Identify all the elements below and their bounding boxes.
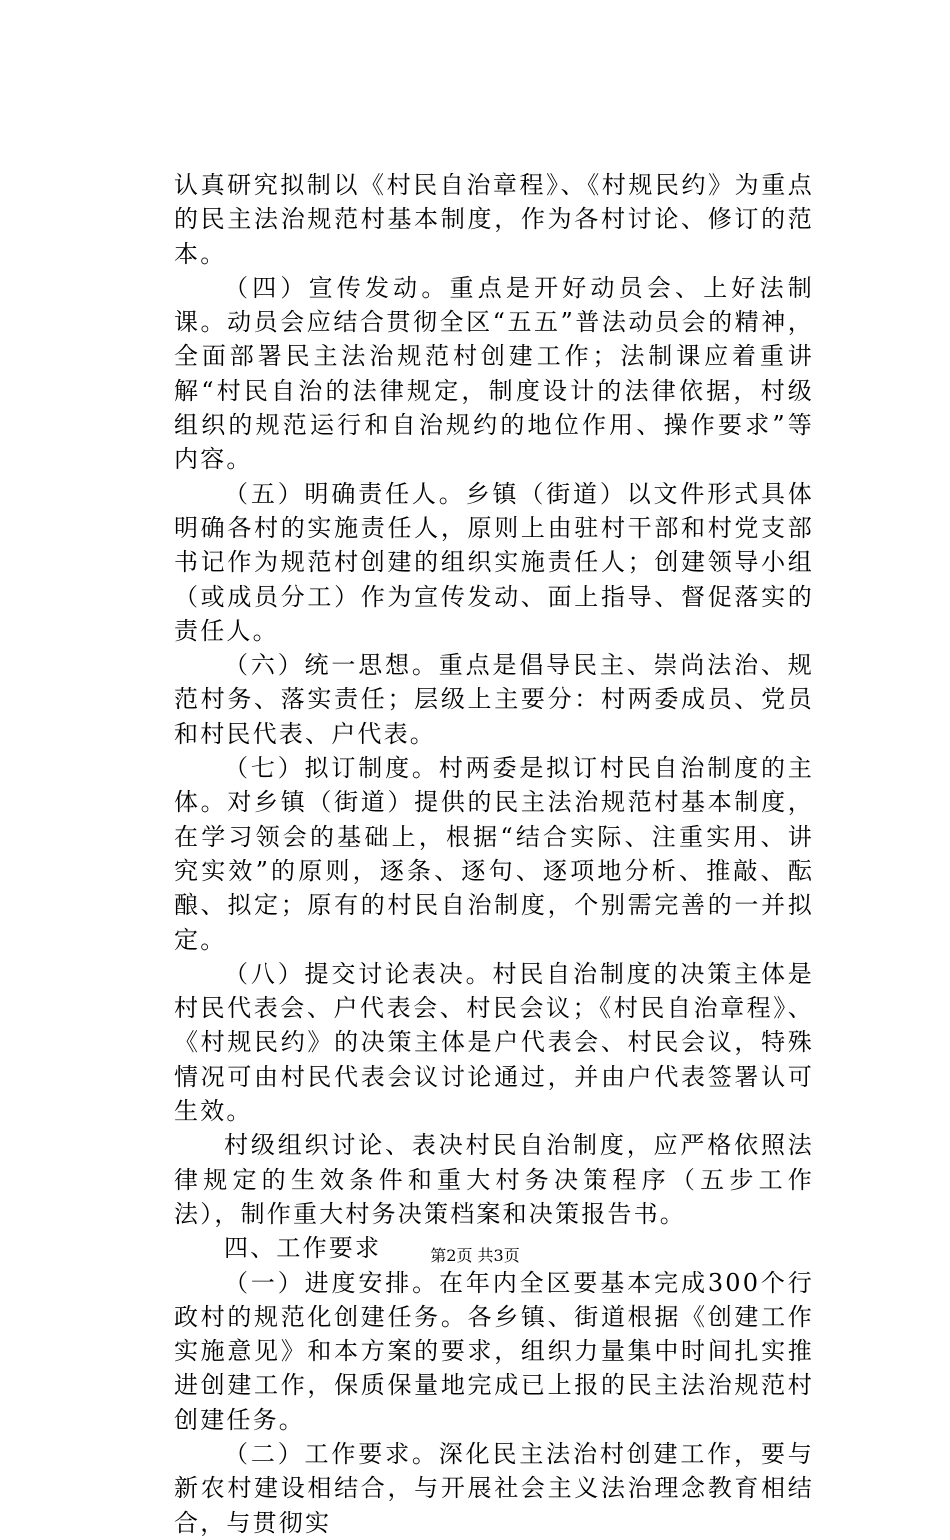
page-number-footer: 第2页 共3页 — [430, 1246, 520, 1265]
paragraph-village-decision: 村级组织讨论、表决村民自治制度，应严格依照法律规定的生效条件和重大村务决策程序（五步工作法），制作重大村务决策档案和决策报告书。 — [174, 1131, 814, 1228]
paragraph-section-7: （七）拟订制度。村两委是拟订村民自治制度的主体。对乡镇（街道）提供的民主法治规范村基本制度，在学习领会的基础上，根据“结合实际、注重实用、讲究实效”的原则，逐条、逐句、逐项地分析、推敲、酝酿、拟定；原有的村民自治制度，个别需完善的一并拟定。 — [174, 754, 814, 954]
paragraph-section-8: （八）提交讨论表决。村民自治制度的决策主体是村民代表会、户代表会、村民会议；《村民自治章程》、《村规民约》的决策主体是户代表会、村民会议，特殊情况可由村民代表会议讨论通过，并由户代表签署认可生效。 — [174, 959, 814, 1126]
section-heading-work-requirements: 四、工作要求 — [224, 1234, 382, 1263]
paragraph-continuation: 认真研究拟制以《村民自治章程》、《村规民约》为重点的民主法治规范村基本制度，作为各村讨论、修订的范本。 — [174, 171, 814, 268]
document-body — [174, 168, 814, 1540]
paragraph-section-6: （六）统一思想。重点是倡导民主、崇尚法治、规范村务、落实责任；层级上主要分：村两委成员、党员和村民代表、户代表。 — [174, 651, 814, 748]
paragraph-progress-schedule: （一）进度安排。在年内全区要基本完成300个行政村的规范化创建任务。各乡镇、街道根据《创建工作实施意见》和本方案的要求，组织力量集中时间扎实推进创建工作，保质保量地完成已上报的民主法治规范村创建任务。 — [174, 1268, 814, 1434]
paragraph-work-requirements: （二）工作要求。深化民主法治村创建工作，要与新农村建设相结合，与开展社会主义法治理念教育相结合，与贯彻实 — [174, 1439, 814, 1537]
paragraph-section-4: （四）宣传发动。重点是开好动员会、上好法制课。动员会应结合贯彻全区“五五”普法动员会的精神，全面部署民主法治规范村创建工作；法制课应着重讲解“村民自治的法律规定，制度设计的法律依据，村级组织的规范运行和自治规约的地位作用、操作要求”等内容。 — [174, 273, 814, 474]
paragraph-section-5: （五）明确责任人。乡镇（街道）以文件形式具体明确各村的实施责任人，原则上由驻村干部和村党支部书记作为规范村创建的组织实施责任人；创建领导小组（或成员分工）作为宣传发动、面上指导、督促落实的责任人。 — [174, 479, 814, 645]
